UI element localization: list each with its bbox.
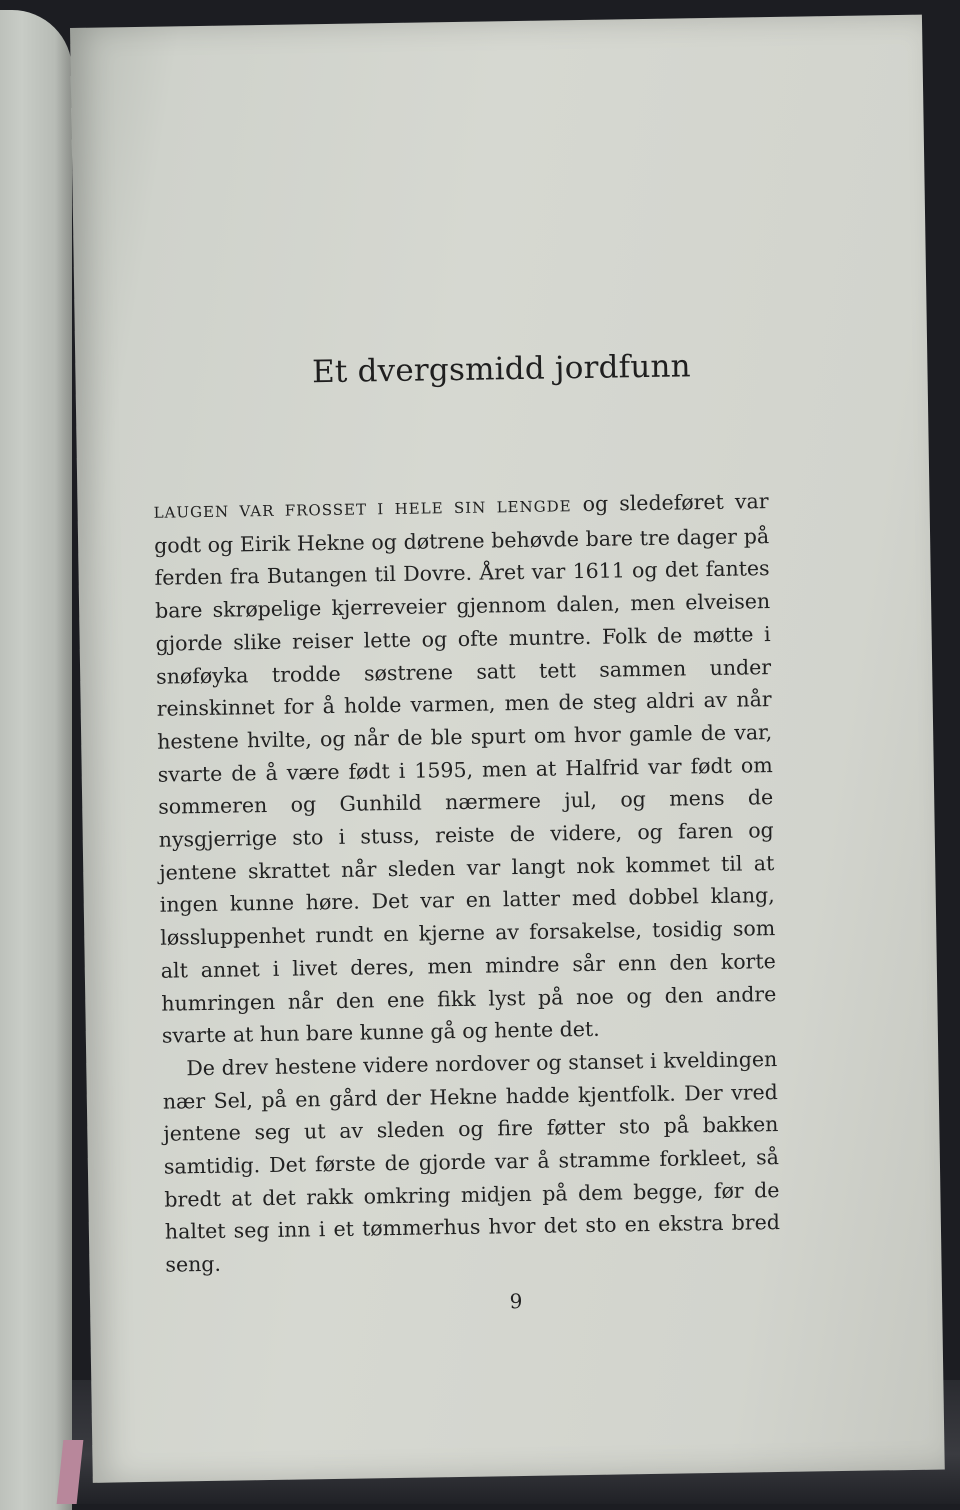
paragraph-1: [153, 485, 777, 1053]
left-facing-page: [0, 10, 72, 1510]
chapter-title: Et dvergsmidd jordfunn: [311, 348, 692, 391]
body-text: [153, 485, 780, 1281]
paragraph-2: De drev hestene videre nordover og stanset i kveldingen nær Sel, på en gård der Hekne hadde kjentfolk. Der vred jentene seg ut av sleden og fire føtter sto på bakken samtidig. Det første de gjorde var å stramme forkleet, så bredt at det rakk omkring midjen på dem begge, før de haltet seg inn i et tømmerhus hvor det sto en ekstra bred seng.: [162, 1046, 781, 1277]
book-page: [70, 15, 945, 1483]
paragraph-1-text: og sledeføret var godt og Eirik Hekne og døtrene behøvde bare tre dager på ferden fra Butangen til Dovre. Året var 1611 og det fantes bare skrøpelige kjerreveier gjennom dalen, men elveisen gjorde slike reiser lette og ofte muntre. Folk de møtte i snøføyka trodde søstrene satt tett sammen under reinskinnet for å holde varmen, men de steg aldri av når hestene hvilte, og når de ble spurt om hvor gamle de var, svarte de å være født i 1595, men at Halfrid var født om sommeren og Gunhild nærmere jul, og mens de nysgjerrige sto i stuss, reiste de videre, og faren og jentene skrattet når sleden var langt nok kommet til at ingen kunne høre. Det var en latter med dobbel klang, løssluppenhet rundt en kjerne av forsakelse, tosidig som alt annet i livet deres, men mindre sår enn den korte humringen når den ene fikk lyst på noe og den andre svarte at hun bare kunne gå og hente det.: [153, 489, 777, 1048]
page-number: 9: [509, 1289, 523, 1314]
paragraph-lead-smallcaps: LAUGEN VAR FROSSET I HELE SIN LENGDE: [153, 497, 572, 522]
